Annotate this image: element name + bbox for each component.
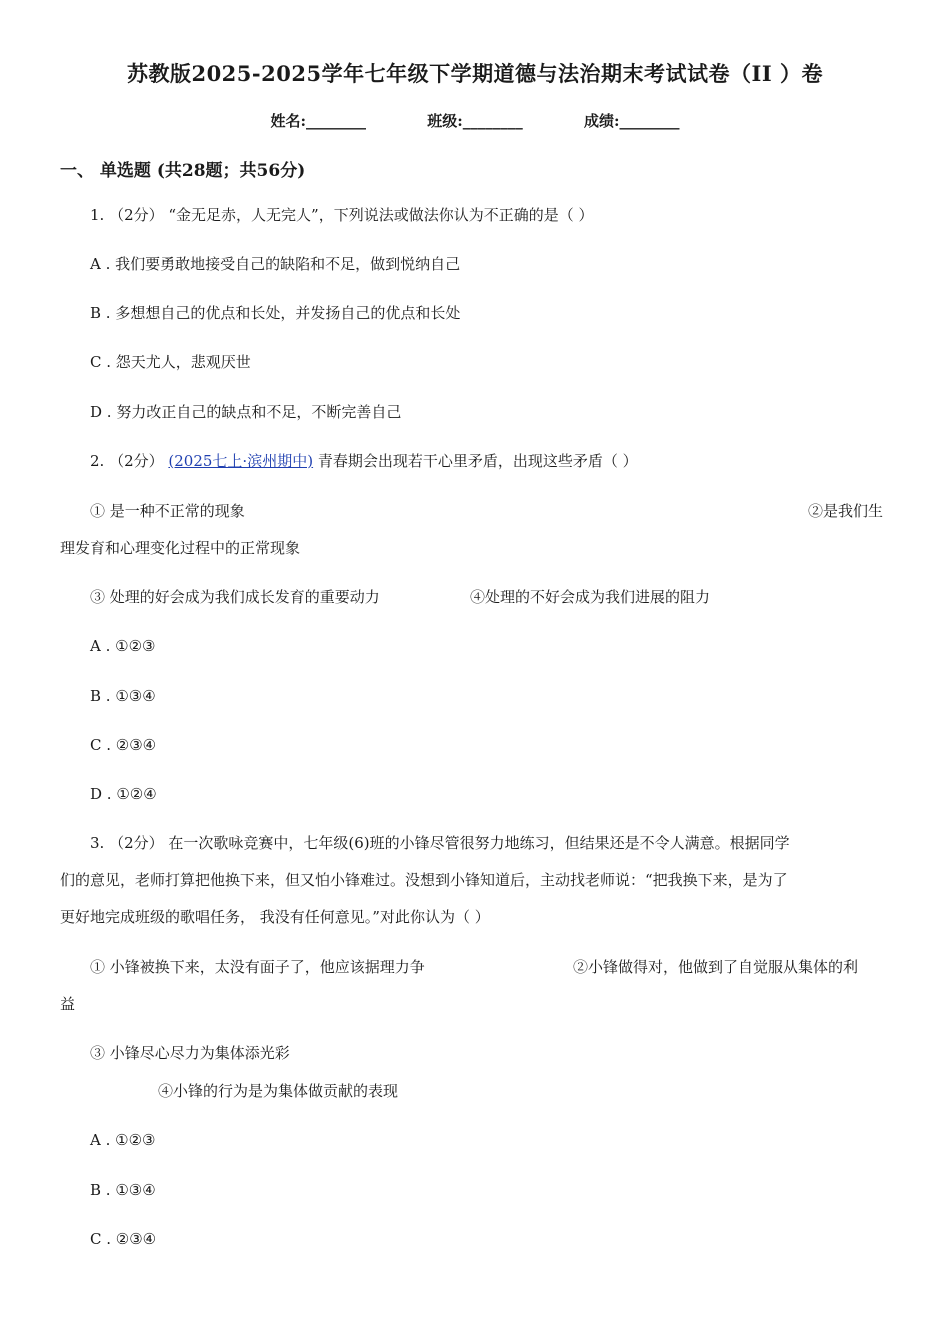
section-heading: 一、 单选题 (共28题；共56分) [60, 161, 306, 181]
q2-option-a: A . ①②③ [90, 637, 156, 655]
q2-statement-1: ① 是一种不正常的现象 [90, 502, 245, 520]
q2-question: 青春期会出现若干心里矛盾，出现这些矛盾（ ） [317, 452, 638, 470]
q3-stem-line-1: 3. （2分） 在一次歌咏竞赛中，七年级(6)班的小锋尽管很努力地练习，但结果还是不令人满意。根据同学 [90, 834, 790, 852]
student-info-row [0, 110, 950, 131]
q1-option-d: D . 努力改正自己的缺点和不足，不断完善自己 [90, 403, 402, 421]
name-field: 姓名:________ [270, 112, 366, 130]
q3-statement-3: ③ 小锋尽心尽力为集体添光彩 [90, 1044, 290, 1062]
q2-statement-4: ④处理的不好会成为我们进展的阻力 [470, 588, 711, 606]
class-field: 班级:________ [427, 112, 523, 130]
q2-number: 2. （2分） [90, 452, 164, 470]
q2-statement-2-start: ②是我们生 [808, 502, 884, 520]
q1-option-a: A . 我们要勇敢地接受自己的缺陷和不足，做到悦纳自己 [90, 255, 461, 273]
q2-option-b: B . ①③④ [90, 687, 156, 705]
q2-statement-3: ③ 处理的好会成为我们成长发育的重要动力 [90, 588, 380, 606]
q3-statement-1: ① 小锋被换下来，太没有面子了，他应该据理力争 [90, 958, 425, 976]
q3-option-c: C . ②③④ [90, 1230, 157, 1248]
q3-statement-4: ④小锋的行为是为集体做贡献的表现 [158, 1082, 399, 1100]
exam-title: 苏教版2025-2025学年七年级下学期道德与法治期末考试试卷（II ）卷 [126, 61, 824, 86]
q1-option-c: C . 怨天尤人，悲观厌世 [90, 353, 251, 371]
q2-source-link[interactable]: (2025七上·滨州期中) [168, 452, 314, 470]
q3-stem-line-3: 更好地完成班级的歌唱任务， 我没有任何意见。”对此你认为（ ） [60, 908, 490, 926]
q3-option-b: B . ①③④ [90, 1181, 156, 1199]
q1-option-b: B . 多想想自己的优点和长处，并发扬自己的优点和长处 [90, 304, 461, 322]
score-field: 成绩:________ [584, 112, 680, 130]
q3-stem-line-2: 们的意见，老师打算把他换下来，但又怕小锋难过。没想到小锋知道后，主动找老师说：“把我换下来，是为了 [60, 871, 788, 889]
q3-statement-2-start: ②小锋做得对，他做到了自觉服从集体的利 [573, 958, 859, 976]
q3-option-a: A . ①②③ [90, 1131, 156, 1149]
q2-option-c: C . ②③④ [90, 736, 157, 754]
q2-statement-2-end: 理发育和心理变化过程中的正常现象 [60, 539, 301, 557]
q2-stem [90, 451, 638, 471]
q3-statement-2-end: 益 [60, 995, 76, 1013]
q1-stem: 1. （2分） “金无足赤，人无完人”，下列说法或做法你认为不正确的是（ ） [90, 206, 594, 224]
q2-option-d: D . ①②④ [90, 785, 157, 803]
